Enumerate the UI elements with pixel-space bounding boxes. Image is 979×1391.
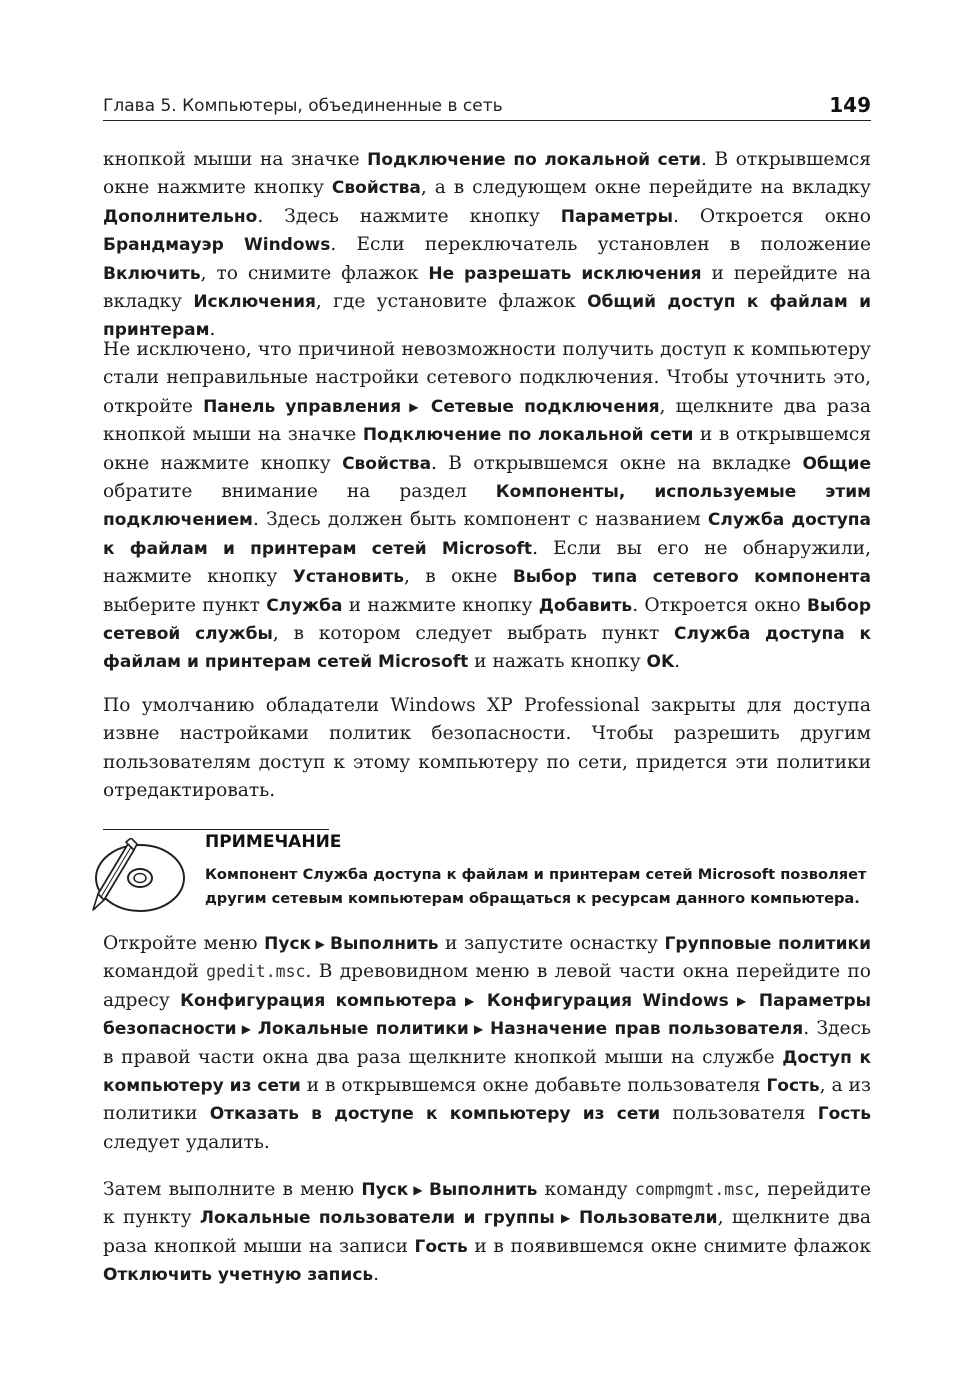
path-arrow-icon: ▶ <box>456 993 487 1008</box>
paragraph-text <box>103 146 871 345</box>
ui-term: Свойства <box>342 453 432 474</box>
paragraph-text <box>103 1176 871 1290</box>
text-run: , щелкните два раза кнопкой мыши на значке <box>103 395 871 446</box>
text-run: , щелкните два раза кнопкой мыши на записи <box>103 1207 872 1257</box>
page-number: 149 <box>829 93 871 117</box>
paragraph-text <box>103 692 871 806</box>
note-title: ПРИМЕЧАНИЕ <box>205 832 342 852</box>
text-run: и в открывшемся окне добавьте пользователя <box>300 1075 767 1097</box>
text-run: . Если переключатель установлен в положение <box>330 234 871 256</box>
note-text: Компонент Служба доступа к файлам и принтерам сетей Microsoft позволяет другим сетевым компьютерам обращаться к ресурсам данного компьютера. <box>205 866 867 907</box>
text-run: . <box>373 1264 380 1286</box>
ui-term: Исключения <box>193 292 316 313</box>
text-run: . Откроется окно <box>632 594 807 616</box>
ui-term: Гость <box>766 1076 820 1097</box>
text-run: , в окне <box>403 566 513 588</box>
text-run: По умолчанию обладатели Windows XP Professional закрыты для доступа извне настройками политик безопасности. Чтобы разрешить другим пользователям доступ к этому компьютеру по сети, придется эти политики отредактировать. <box>103 695 871 802</box>
paragraph-guest-account <box>103 1176 871 1290</box>
text-run: , то снимите флажок <box>200 262 429 284</box>
ui-term: Подключение по локальной сети <box>367 150 702 170</box>
paragraph-firewall <box>103 146 871 345</box>
ui-term: Служба <box>266 595 343 616</box>
ui-term: Выполнить <box>428 1180 538 1200</box>
ui-term: Доступ к компьютеру из сети <box>103 1047 871 1097</box>
ui-term: Локальные пользователи и группы <box>199 1208 555 1229</box>
ui-term: Панель управления <box>203 396 402 417</box>
text-run: и нажать кнопку <box>468 651 647 673</box>
note-divider <box>103 829 329 830</box>
path-arrow-icon: ▶ <box>311 937 330 951</box>
ui-term: Выбор сетевой службы <box>103 595 871 645</box>
ui-term: Групповые политики <box>664 934 871 954</box>
text-run: , в котором следует выбрать пункт <box>272 623 675 645</box>
text-run: следует удалить. <box>103 1131 270 1153</box>
ui-term: Служба доступа к файлам и принтерам сетей Microsoft <box>103 510 872 559</box>
text-run: Откройте меню <box>103 933 265 954</box>
ui-term: Включить <box>103 263 201 284</box>
text-run: и в появившемся окне снимите флажок <box>467 1235 871 1257</box>
text-run: . Если вы его не обнаружили, нажмите кнопку <box>103 537 871 588</box>
text-run: , где установите флажок <box>315 291 588 313</box>
ui-term: Подключение по локальной сети <box>362 425 694 446</box>
paragraph-network-settings <box>103 336 871 677</box>
ui-term: Назначение прав пользователя <box>489 1019 804 1040</box>
text-run: . Откроется окно <box>672 205 871 227</box>
text-run: команду <box>537 1179 635 1200</box>
ui-term: Брандмауэр Windows <box>103 235 331 256</box>
text-run: пользователя <box>660 1103 818 1125</box>
ui-term: Служба доступа к файлам и принтерам сетей Microsoft <box>103 624 871 673</box>
ui-term: Пуск <box>361 1180 409 1200</box>
text-run: , перейдите к пункту <box>103 1179 872 1229</box>
ui-term: Параметры безопасности <box>103 990 872 1040</box>
paragraph-group-policies <box>103 930 871 1157</box>
path-arrow-icon: ▶ <box>728 993 759 1008</box>
ui-term: Не разрешать исключения <box>428 263 702 284</box>
paragraph-text <box>103 930 871 1157</box>
path-arrow-icon: ▶ <box>468 1022 490 1037</box>
text-run: и в открывшемся окне нажмите кнопку <box>103 424 871 474</box>
text-run: . В открывшемся окне на вкладке <box>431 452 803 474</box>
text-run: кнопкой мыши на значке <box>103 149 368 170</box>
text-run: Затем выполните в меню <box>103 1179 362 1200</box>
text-run: Не исключено, что причиной невозможности получить доступ к компьютеру стали неправильные настройки сетевого подключения. Чтобы уточнить это, откройте <box>103 339 871 417</box>
ui-term: Параметры <box>560 206 673 227</box>
ui-term: Отказать в доступе к компьютеру из сети <box>209 1104 661 1125</box>
paragraph-security-policies <box>103 692 871 806</box>
ui-term: Компоненты, используемые этим подключением <box>103 482 871 531</box>
chapter-title: Глава 5. Компьютеры, объединенные в сеть <box>103 96 503 116</box>
ui-term: Общие <box>802 453 871 474</box>
ui-term: Конфигурация компьютера <box>180 990 457 1011</box>
ui-term: Локальные политики <box>257 1019 469 1040</box>
ui-term: Установить <box>292 567 404 588</box>
text-run: и запустите оснастку <box>438 933 665 954</box>
text-run: . В открывшемся окне нажмите кнопку <box>103 149 871 199</box>
text-run: , а из политики <box>103 1075 872 1125</box>
ui-term: Гость <box>414 1236 468 1257</box>
text-run: , а в следующем окне перейдите на вкладку <box>420 177 871 199</box>
text-run: . Здесь в правой части окна два раза щелкните кнопкой мыши на службе <box>103 1018 872 1068</box>
running-header <box>103 90 871 121</box>
path-arrow-icon: ▶ <box>408 1183 429 1197</box>
ui-term: Пуск <box>264 934 312 954</box>
text-run: . В древовидном меню в левой части окна перейдите по адресу <box>103 961 872 1011</box>
text-run: . Здесь нажмите кнопку <box>257 205 561 227</box>
text-run: . <box>674 651 681 673</box>
ui-term: Пользователи <box>578 1208 718 1229</box>
text-run: . <box>209 319 216 341</box>
text-run: обратите внимание на раздел <box>103 481 496 503</box>
command-text: compmgmt.msc <box>634 1180 755 1199</box>
path-arrow-icon: ▶ <box>401 399 431 414</box>
ui-term: Дополнительно <box>103 206 258 227</box>
ui-term: Гость <box>817 1104 871 1125</box>
text-run: командой <box>103 961 207 983</box>
ui-term: Общий доступ к файлам и принтерам <box>103 292 871 341</box>
path-arrow-icon: ▶ <box>236 1022 258 1037</box>
ui-term: Выполнить <box>329 934 439 954</box>
text-run: и перейдите на вкладку <box>103 262 871 313</box>
path-arrow-icon: ▶ <box>554 1211 579 1226</box>
paragraph-text <box>103 336 871 677</box>
ui-term: Сетевые подключения <box>430 396 660 417</box>
ui-term: Выбор типа сетевого компонента <box>512 567 871 588</box>
text-run: . Здесь должен быть компонент с названием <box>252 509 708 531</box>
command-text: gpedit.msc <box>206 962 306 982</box>
ui-term: Добавить <box>538 595 633 616</box>
text-run: выберите пункт <box>103 594 267 616</box>
ui-term: OK <box>646 652 675 673</box>
ui-term: Конфигурация Windows <box>486 990 729 1011</box>
text-run: и нажмите кнопку <box>342 594 539 616</box>
pencil-disc-icon <box>88 838 192 916</box>
ui-term: Отключить учетную запись <box>103 1265 374 1286</box>
ui-term: Свойства <box>331 178 421 199</box>
